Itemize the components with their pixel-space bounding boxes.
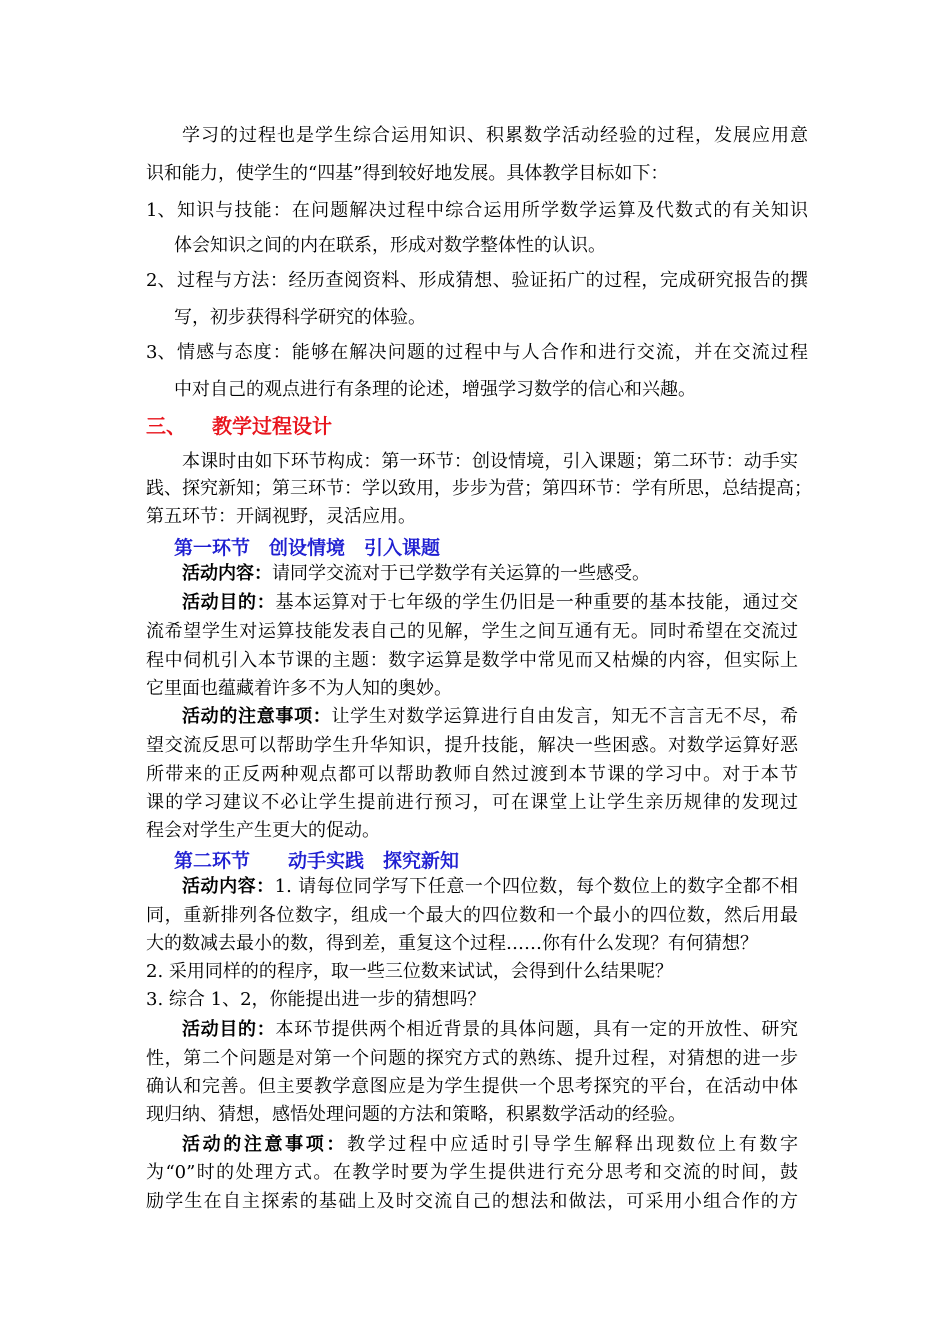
step-2-content-line-1: 1. 请每位同学写下任意一个四位数，每个数位上的数字全都不相 bbox=[274, 876, 798, 897]
step-1-notes-row bbox=[182, 708, 798, 726]
step-1-content-row bbox=[182, 565, 650, 583]
step-1-purpose-row bbox=[182, 594, 798, 612]
step-2-purpose-line-1: 本环节提供两个相近背景的具体问题，具有一定的开放性、研究 bbox=[275, 1019, 798, 1040]
step-2-content-line-5: 3. 综合 1、2，你能提出进一步的猜想吗？ bbox=[146, 989, 486, 1010]
step-1-content-text: 请同学交流对于已学数学有关运算的一些感受。 bbox=[272, 563, 650, 584]
step-1-purpose-label: 活动目的： bbox=[182, 592, 276, 613]
step-2-notes-line-1: 教学过程中应适时引导学生解释出现数位上有数字 bbox=[346, 1134, 799, 1155]
section-3-number: 三、 bbox=[146, 414, 186, 438]
step-2-notes-label: 活动的注意事项： bbox=[182, 1134, 347, 1155]
step-1-purpose-line-3: 程中伺机引入本节课的主题：数字运算是数学中常见而又枯燥的内容，但实际上 bbox=[146, 650, 798, 671]
goal-1-number: 1、 bbox=[146, 200, 176, 221]
goal-3-line-2: 中对自己的观点进行有条理的论述，增强学习数学的信心和兴趣。 bbox=[174, 379, 696, 400]
goal-1-line-2: 体会知识之间的内在联系，形成对数学整体性的认识。 bbox=[174, 235, 606, 256]
step-2-content-line-3: 大的数减去最小的数，得到差，重复这个过程……你有什么发现？有何猜想？ bbox=[146, 933, 758, 954]
goal-3-number: 3、 bbox=[146, 342, 176, 363]
step-1-notes-line-1: 让学生对数学运算进行自由发言，知无不言言无不尽，希 bbox=[331, 706, 798, 727]
step-1-purpose-line-1: 基本运算对于七年级的学生仍旧是一种重要的基本技能，通过交 bbox=[275, 592, 798, 613]
step-2-purpose-row bbox=[182, 1021, 798, 1039]
step-2-content-row bbox=[182, 878, 798, 896]
step-2-heading: 第二环节 动手实践 探究新知 bbox=[174, 850, 460, 872]
section-3-line-2: 践、探究新知；第三环节：学以致用，步步为营；第四环节：学有所思，总结提高； bbox=[146, 478, 812, 499]
step-1-purpose-line-4: 它里面也蕴藏着许多不为人知的奥妙。 bbox=[146, 678, 452, 699]
step-2-content-line-2: 同，重新排列各位数字，组成一个最大的四位数和一个最小的四位数，然后用最 bbox=[146, 905, 798, 926]
step-2-purpose-line-4: 现归纳、猜想，感悟处理问题的方法和策略，积累数学活动的经验。 bbox=[146, 1104, 686, 1125]
step-1-purpose-line-2: 流希望学生对运算技能发表自己的见解，学生之间互通有无。同时希望在交流过 bbox=[146, 621, 798, 642]
step-2-notes-row bbox=[182, 1136, 798, 1154]
step-2-purpose-line-2: 性，第二个问题是对第一个问题的探究方式的熟练、提升过程，对猜想的进一步 bbox=[146, 1048, 798, 1069]
step-1-content-label: 活动内容： bbox=[182, 563, 272, 584]
goal-3-line-1: 情感与态度：能够在解决问题的过程中与人合作和进行交流，并在交流过程 bbox=[177, 342, 808, 363]
intro-line-2: 识和能力，使学生的“四基”得到较好地发展。具体教学目标如下： bbox=[146, 163, 669, 184]
step-1-notes-line-3: 所带来的正反两种观点都可以帮助教师自然过渡到本节课的学习中。对于本节 bbox=[146, 764, 798, 785]
step-1-notes-line-5: 程会对学生产生更大的促动。 bbox=[146, 820, 380, 841]
section-3-line-3: 第五环节：开阔视野，灵活应用。 bbox=[146, 506, 416, 527]
step-1-notes-label: 活动的注意事项： bbox=[182, 706, 332, 727]
intro-line-1: 学习的过程也是学生综合运用知识、积累数学活动经验的过程，发展应用意 bbox=[182, 125, 808, 146]
step-2-content-line-4: 2. 采用同样的的程序，取一些三位数来试试，会得到什么结果呢？ bbox=[146, 961, 673, 982]
step-2-content-label: 活动内容： bbox=[182, 876, 275, 897]
step-2-purpose-line-3: 确认和完善。但主要教学意图应是为学生提供一个思考探究的平台，在活动中体 bbox=[146, 1076, 798, 1097]
section-3-line-1: 本课时由如下环节构成：第一环节：创设情境，引入课题；第二环节：动手实 bbox=[182, 451, 798, 472]
step-2-notes-line-3: 励学生在自主探索的基础上及时交流自己的想法和做法，可采用小组合作的方 bbox=[146, 1191, 798, 1212]
goal-1-line-1: 知识与技能：在问题解决过程中综合运用所学数学运算及代数式的有关知识 bbox=[177, 200, 808, 221]
step-1-heading: 第一环节 创设情境 引入课题 bbox=[174, 537, 441, 559]
step-2-purpose-label: 活动目的： bbox=[182, 1019, 276, 1040]
step-1-notes-line-2: 望交流反思可以帮助学生升华知识，提升技能，解决一些困惑。对数学运算好恶 bbox=[146, 735, 798, 756]
goal-2-line-2: 写，初步获得科学研究的体验。 bbox=[174, 307, 426, 328]
goal-2-line-1: 过程与方法：经历查阅资料、形成猜想、验证拓广的过程，完成研究报告的撰 bbox=[177, 270, 808, 291]
step-2-notes-line-2: 为“0”时的处理方式。在教学时要为学生提供进行充分思考和交流的时间，鼓 bbox=[146, 1162, 798, 1183]
goal-2-number: 2、 bbox=[146, 270, 176, 291]
section-3-title: 教学过程设计 bbox=[212, 414, 332, 438]
step-1-notes-line-4: 课的学习建议不必让学生提前进行预习，可在课堂上让学生亲历规律的发现过 bbox=[146, 792, 798, 813]
